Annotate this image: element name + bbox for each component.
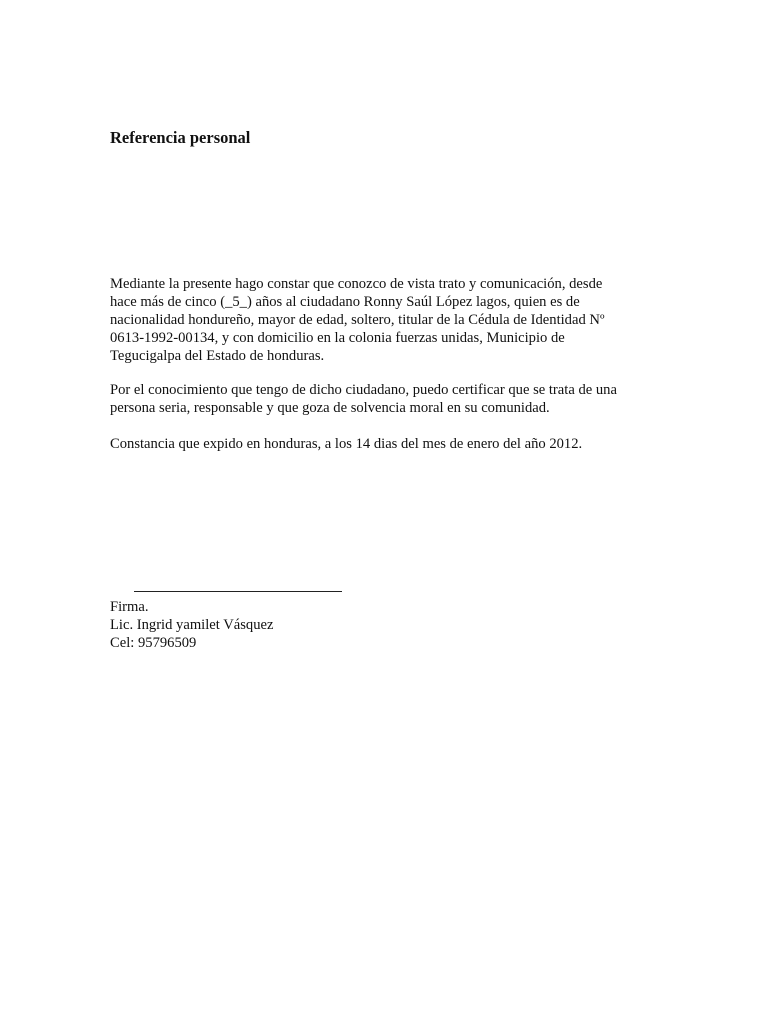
paragraph-line: Constancia que expido en honduras, a los 14 dias del mes de enero del año 2012. [110, 436, 583, 452]
paragraph-line: nacionalidad hondureño, mayor de edad, soltero, titular de la Cédula de Identidad Nº [110, 312, 605, 328]
signature-line [134, 591, 342, 592]
paragraph-line: Mediante la presente hago constar que conozco de vista trato y comunicación, desde [110, 276, 603, 292]
signature-block [110, 598, 273, 652]
paragraph-line: 0613-1992-00134, y con domicilio en la colonia fuerzas unidas, Municipio de [110, 330, 565, 346]
paragraph-line: Por el conocimiento que tengo de dicho ciudadano, puedo certificar que se trata de una [110, 382, 617, 398]
signer-phone: Cel: 95796509 [110, 635, 197, 651]
document-title: Referencia personal [110, 128, 251, 147]
paragraph-introduction [110, 275, 670, 365]
signer-name: Lic. Ingrid yamilet Vásquez [110, 617, 274, 633]
paragraph-line: hace más de cinco (_5_) años al ciudadano Ronny Saúl López lagos, quien es de [110, 294, 580, 310]
paragraph-certification [110, 381, 670, 417]
paragraph-line: Tegucigalpa del Estado de honduras. [110, 348, 325, 364]
paragraph-issuance [110, 435, 670, 453]
signature-label: Firma. [110, 599, 149, 615]
paragraph-line: persona seria, responsable y que goza de solvencia moral en su comunidad. [110, 400, 550, 416]
